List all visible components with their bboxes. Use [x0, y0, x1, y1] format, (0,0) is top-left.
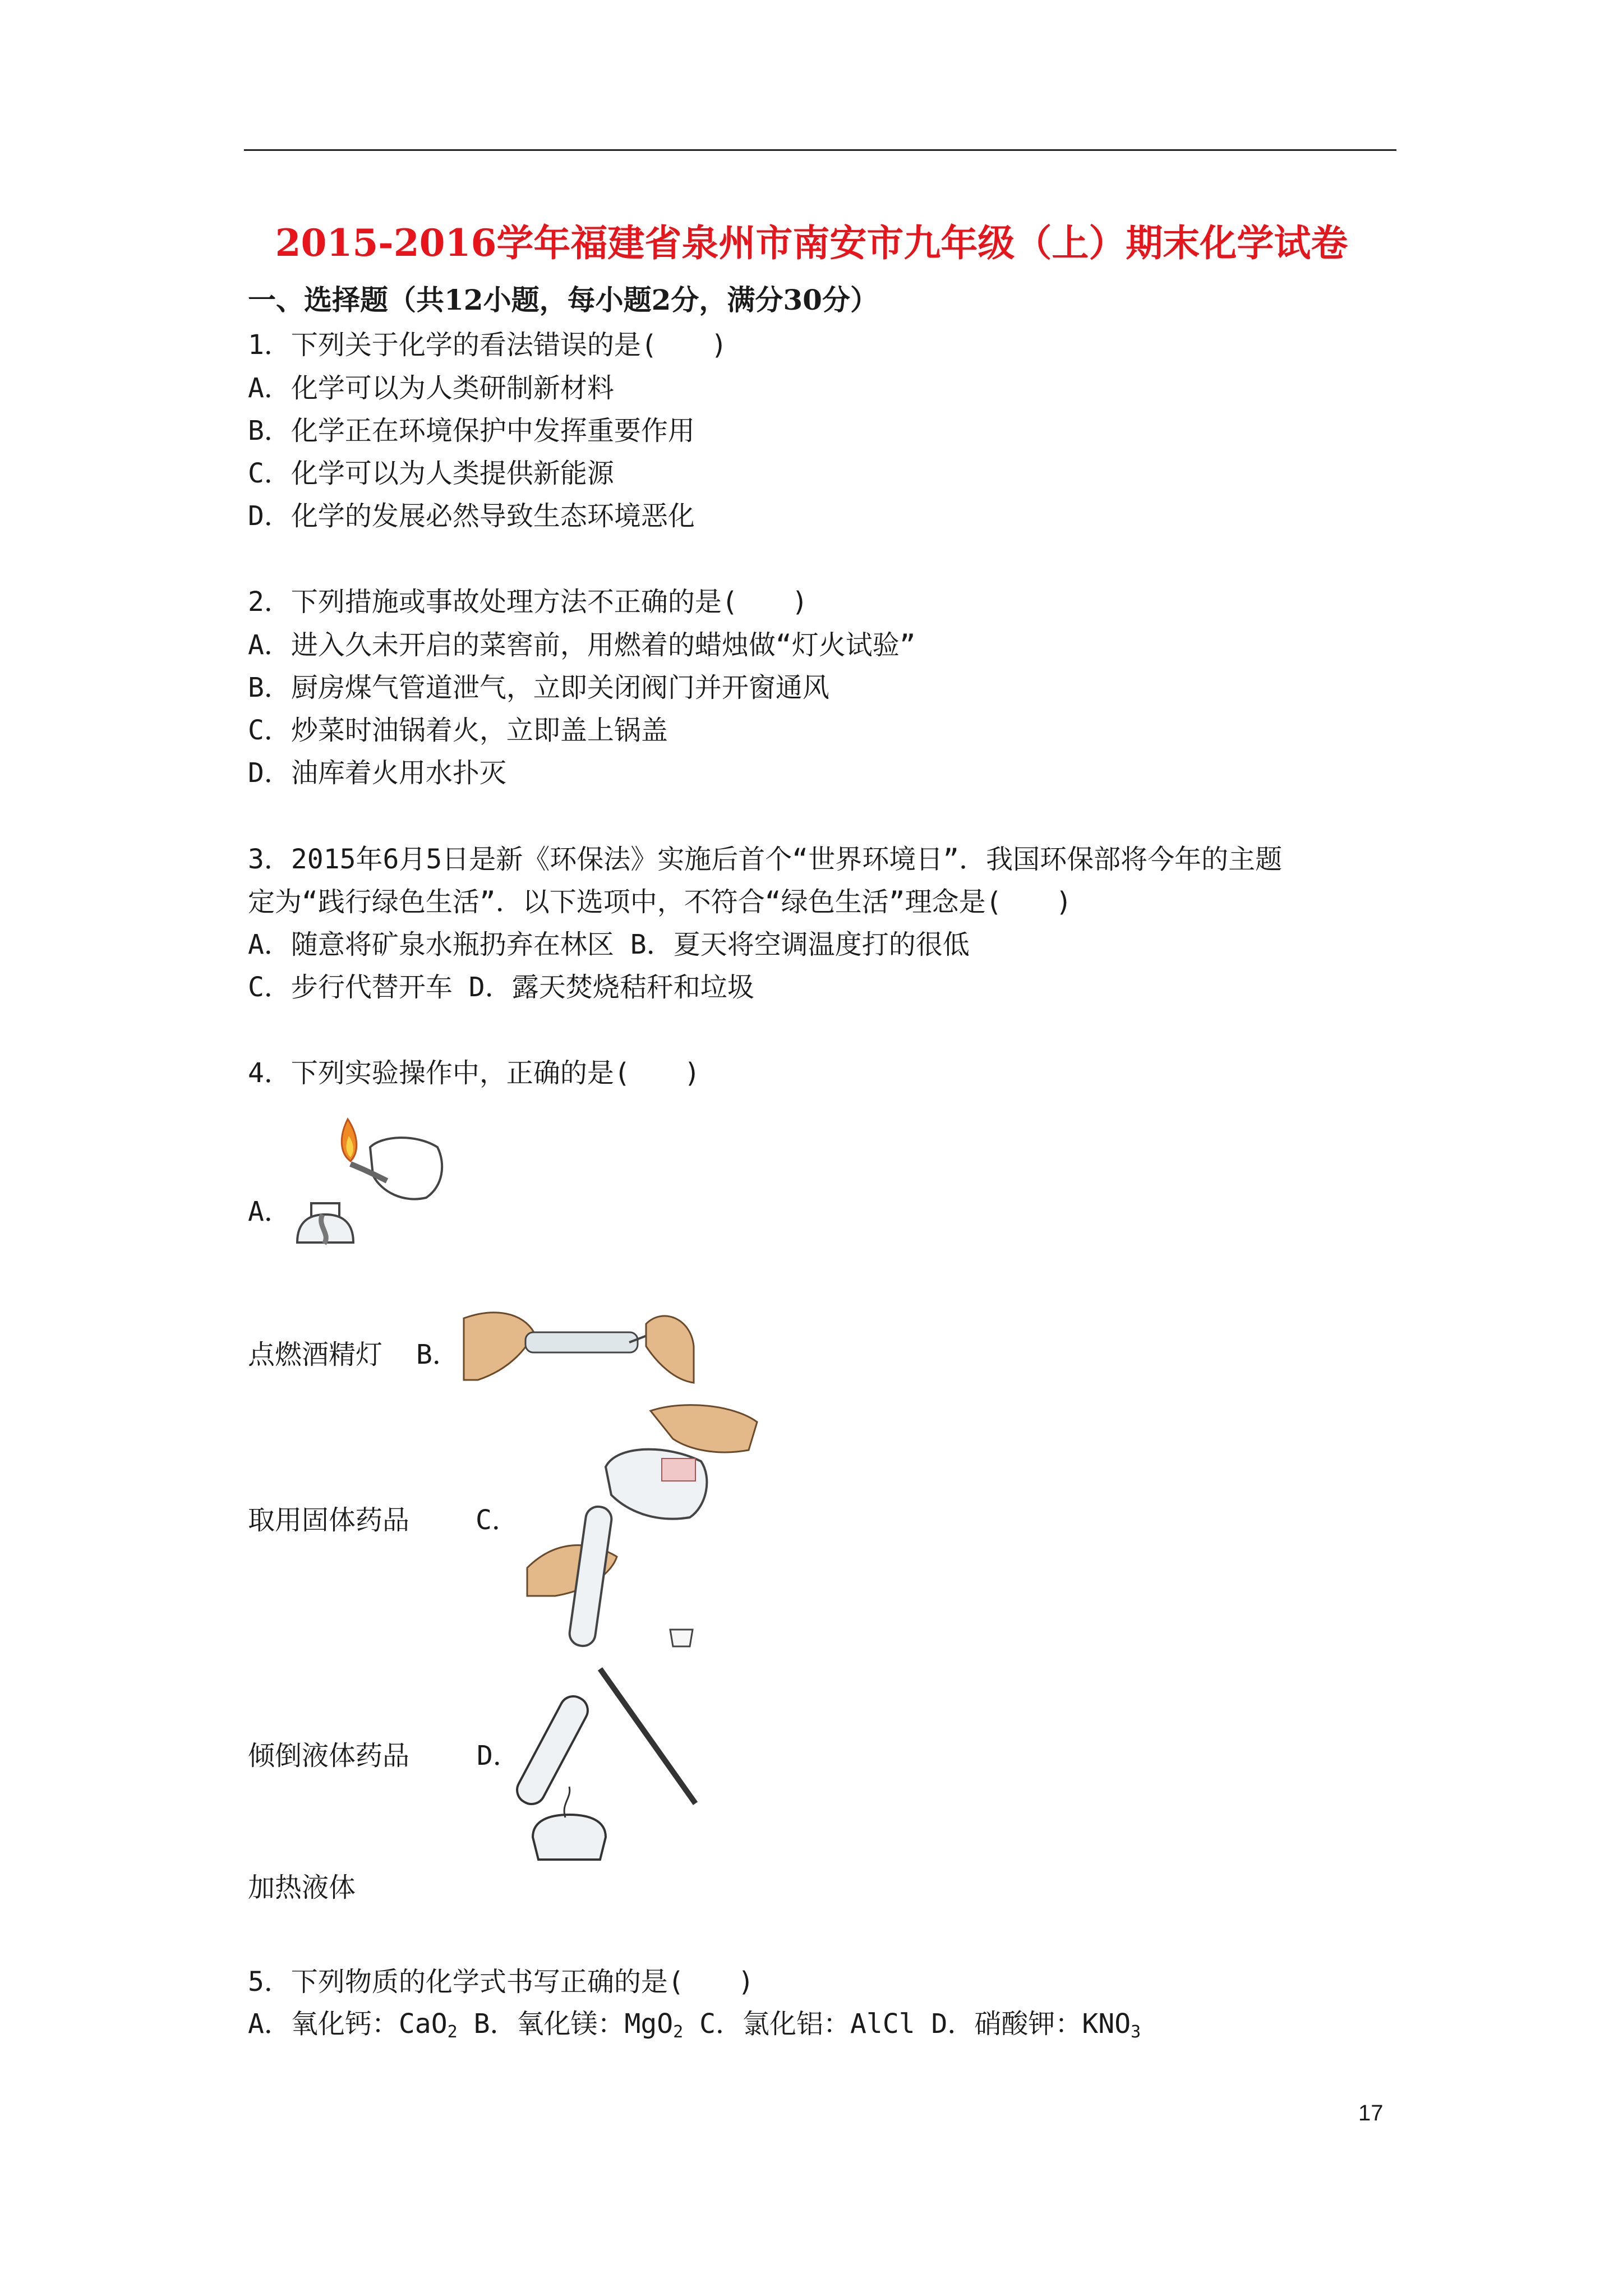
page-number: 17	[1358, 2101, 1384, 2125]
q5-option-b-subscript: 2	[673, 2022, 684, 2042]
q2-option-b: B．厨房煤气管道泄气，立即关闭阀门并开窗通风	[248, 672, 829, 703]
solid-reagent-figure	[461, 1301, 697, 1391]
q1-option-c: C．化学可以为人类提供新能源	[248, 458, 614, 489]
q5-option-cd: C．氯化铝：AlCl D．硝酸钾：KNO	[683, 2008, 1131, 2040]
q2-option-a: A．进入久未开启的菜窖前，用燃着的蜡烛做“灯火试验”	[248, 629, 916, 661]
q5-option-b: B．氧化镁：MgO	[457, 2008, 674, 2040]
q2-stem: 2．下列措施或事故处理方法不正确的是( )	[248, 586, 808, 618]
header-rule	[244, 149, 1396, 151]
q1-option-d: D．化学的发展必然导致生态环境恶化	[248, 500, 695, 532]
q5-option-a: A．氧化钙：CaO	[248, 2008, 448, 2040]
q3-stem-line2: 定为“践行绿色生活”．以下选项中，不符合“绿色生活”理念是( )	[248, 886, 1072, 918]
q4-option-c-label: C．	[476, 1504, 519, 1536]
q5-options	[248, 2007, 1141, 2049]
section-heading: 一、选择题（共12小题，每小题2分，满分30分）	[248, 283, 878, 316]
q1-stem: 1．下列关于化学的看法错误的是( )	[248, 329, 727, 361]
alcohol-lamp-lighting-figure	[286, 1114, 454, 1259]
q4-option-a-label: A．	[248, 1196, 291, 1227]
q2-option-d: D．油库着火用水扑灭	[248, 757, 506, 789]
q2-option-c: C．炒菜时油锅着火，立即盖上锅盖	[248, 715, 668, 746]
q4-option-a-caption: 点燃酒精灯	[248, 1339, 383, 1370]
q5-option-d-subscript: 3	[1131, 2022, 1141, 2042]
q5-option-a-subscript: 2	[447, 2022, 458, 2042]
q4-option-b-label: B．	[416, 1339, 459, 1370]
q4-option-d-label: D．	[477, 1740, 520, 1772]
q3-options-cd: C．步行代替开车 D．露天焚烧秸秆和垃圾	[248, 972, 754, 1003]
q3-stem-line1: 3．2015年6月5日是新《环保法》实施后首个“世界环境日”．我国环保部将今年的主题	[248, 844, 1283, 875]
exam-title: 2015-2016学年福建省泉州市南安市九年级（上）期末化学试卷	[275, 221, 1348, 265]
q3-options-ab: A．随意将矿泉水瓶扔弃在林区 B．夏天将空调温度打的很低	[248, 929, 970, 960]
q1-option-b: B．化学正在环境保护中发挥重要作用	[248, 415, 695, 447]
q1-option-a: A．化学可以为人类研制新材料	[248, 372, 614, 404]
q4-option-b-caption: 取用固体药品	[248, 1504, 410, 1536]
q4-option-d-caption: 加热液体	[248, 1872, 356, 1903]
q5-stem: 5．下列物质的化学式书写正确的是( )	[248, 1966, 754, 1998]
heat-liquid-figure	[516, 1658, 723, 1871]
q4-option-c-caption: 倾倒液体药品	[248, 1740, 410, 1772]
q4-stem: 4．下列实验操作中，正确的是( )	[248, 1057, 700, 1089]
pour-liquid-figure	[522, 1400, 791, 1658]
